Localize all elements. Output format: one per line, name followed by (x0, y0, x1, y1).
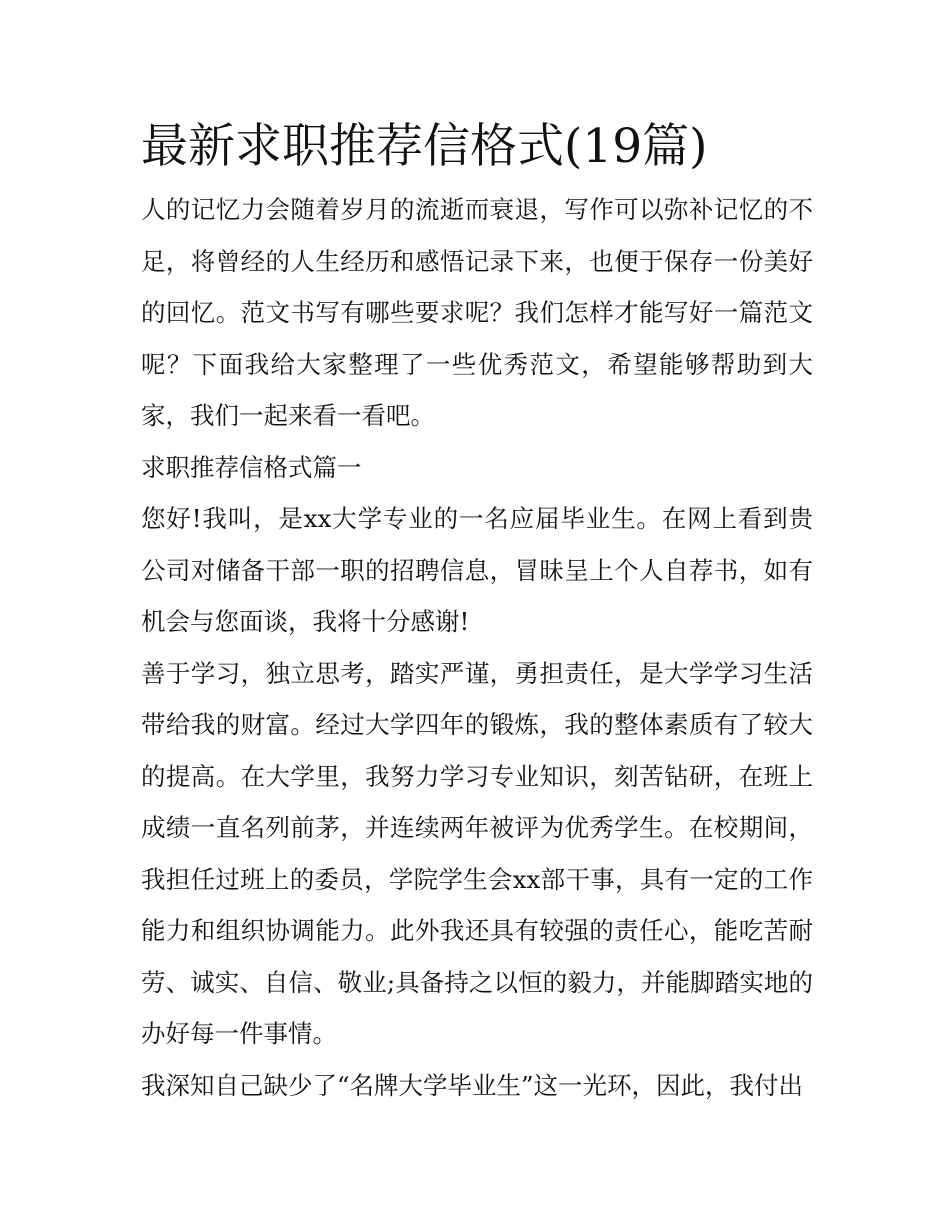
section-heading: 求职推荐信格式篇一 (141, 452, 362, 482)
body-paragraph-3: 我深知自己缺少了“名牌大学毕业生”这一光环，因此，我付出 (141, 1070, 804, 1100)
document-page (141, 110, 813, 1111)
body-paragraph-1: 您好!我叫，是xx大学专业的一名应届毕业生。在网上看到贵公司对储备干部一职的招聘信息，冒昧呈上个人自荐书，如有机会与您面谈，我将十分感谢! (141, 504, 813, 636)
document-title: 最新求职推荐信格式(19篇) (141, 119, 708, 174)
body-paragraph-2: 善于学习，独立思考，踏实严谨，勇担责任，是大学学习生活带给我的财富。经过大学四年的锻炼，我的整体素质有了较大的提高。在大学里，我努力学习专业知识，刻苦钻研，在班上成绩一直名列前茅，并连续两年被评为优秀学生。在校期间，我担任过班上的委员，学院学生会xx部干事，具有一定的工作能力和组织协调能力。此外我还具有较强的责任心，能吃苦耐劳、诚实、自信、敬业;具备持之以恒的毅力，并能脚踏实地的办好每一件事情。 (141, 658, 813, 1048)
intro-paragraph: 人的记忆力会随着岁月的流逝而衰退，写作可以弥补记忆的不足，将曾经的人生经历和感悟记录下来，也便于保存一份美好的回忆。范文书写有哪些要求呢？我们怎样才能写好一篇范文呢？下面我给大家整理了一些优秀范文，希望能够帮助到大家，我们一起来看一看吧。 (141, 195, 813, 430)
